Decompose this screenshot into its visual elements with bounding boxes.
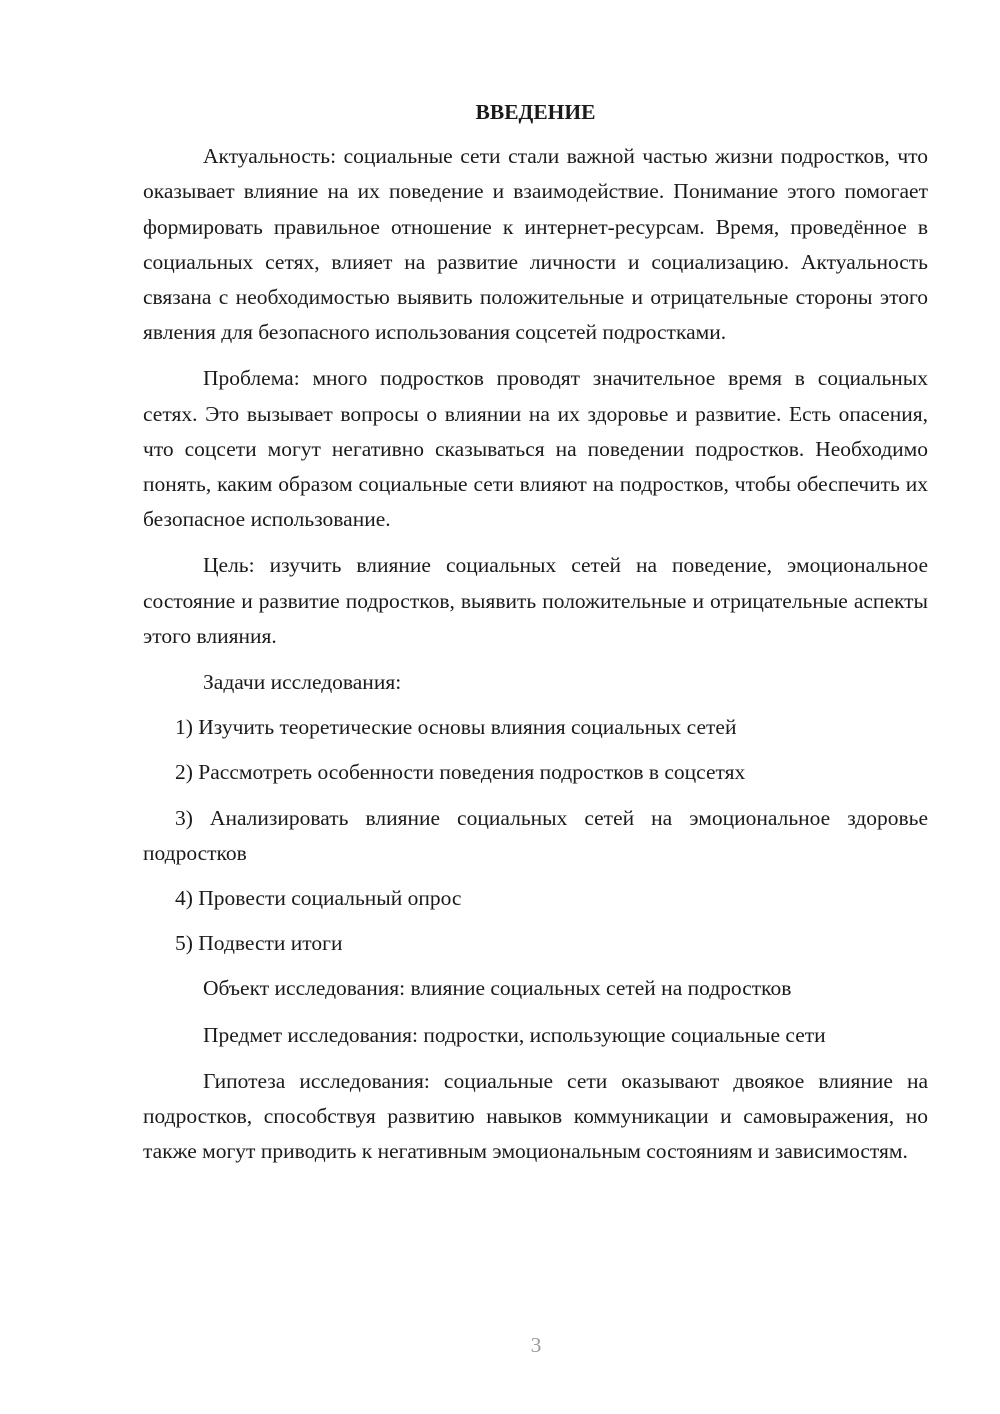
problem-paragraph: Проблема: много подростков проводят значительное время в социальных сетях. Это вызывает вопросы о влиянии на их здоровье и развитие. Есть опасения, что соцсети могут негативно сказываться на поведении подростков. Необходимо понять, каким образом социальные сети влияют на подростков, чтобы обеспечить их безопасное использование. (143, 366, 928, 532)
section-heading: ВВЕДЕНИЕ (475, 100, 596, 124)
task-item-3: 3) Анализировать влияние социальных сетей на эмоциональное здоровье подростков (143, 805, 928, 865)
subject-paragraph: Предмет исследования: подростки, использующие социальные сети (203, 1022, 826, 1047)
hypothesis-paragraph: Гипотеза исследования: социальные сети оказывают двоякое влияние на подростков, способствуя развитию навыков коммуникации и самовыражения, но также могут приводить к негативным эмоциональным состояниям и зависимостям. (143, 1068, 928, 1164)
page-content (143, 95, 928, 1180)
task-item-1: 1) Изучить теоретические основы влияния социальных сетей (175, 715, 737, 740)
task-item-2: 2) Рассмотреть особенности поведения подростков в соцсетях (175, 760, 746, 785)
task-item-5: 5) Подвести итоги (175, 931, 343, 956)
relevance-paragraph: Актуальность: социальные сети стали важной частью жизни подростков, что оказывает влияние на их поведение и взаимодействие. Понимание этого помогает формировать правильное отношение к интернет-ресурсам. Время, проведённое в социальных сетях, влияет на развитие личности и социализацию. Актуальность связана с необходимостью выявить положительные и отрицательные стороны этого явления для безопасного использования соцсетей подростками. (143, 144, 928, 345)
tasks-heading: Задачи исследования: (203, 670, 402, 695)
goal-paragraph: Цель: изучить влияние социальных сетей на поведение, эмоциональное состояние и развитие подростков, выявить положительные и отрицательные аспекты этого влияния. (143, 553, 928, 648)
object-paragraph: Объект исследования: влияние социальных сетей на подростков (203, 976, 792, 1001)
task-item-4: 4) Провести социальный опрос (175, 886, 462, 911)
page-number: 3 (530, 1333, 542, 1357)
